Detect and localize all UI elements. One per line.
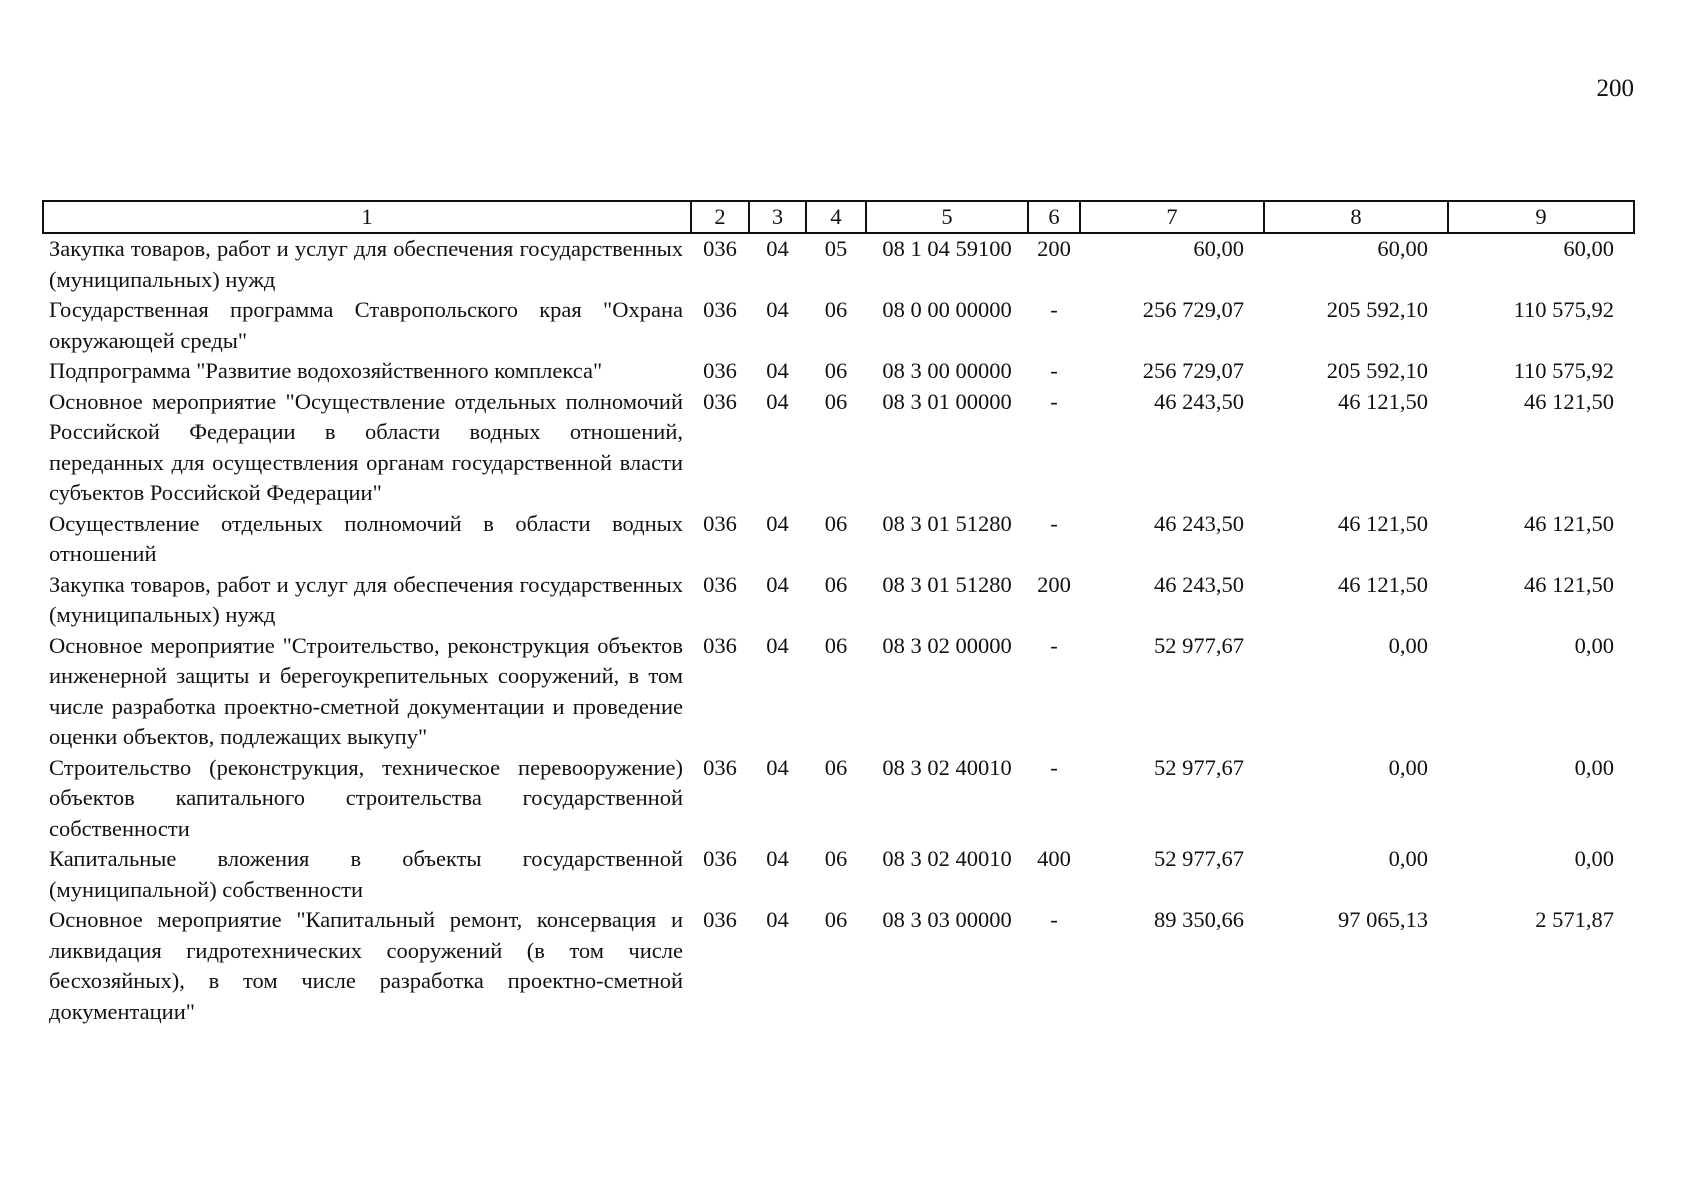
table-row <box>43 570 1634 631</box>
row-amount-col8: 60,00 <box>1377 236 1428 261</box>
row-amount-col8: 205 592,10 <box>1326 358 1428 383</box>
row-target-article: 08 3 02 40010 <box>882 846 1012 871</box>
row-expense-type: 400 <box>1037 846 1071 871</box>
row-target-article: 08 3 01 51280 <box>882 571 1012 597</box>
row-expense-type: - <box>1050 907 1058 932</box>
row-amount-col9: 46 121,50 <box>1524 571 1614 597</box>
header-cell-3: 3 <box>749 201 806 233</box>
row-ministry-code: 036 <box>703 388 737 414</box>
table-row <box>43 233 1634 295</box>
row-amount-col8: 46 121,50 <box>1338 388 1428 414</box>
page-number: 200 <box>1596 75 1634 102</box>
header-cell-8: 8 <box>1264 201 1448 233</box>
row-subsection-code: 06 <box>824 632 848 658</box>
row-amount-col8: 0,00 <box>1388 754 1428 780</box>
row-target-article: 08 3 02 40010 <box>882 754 1012 780</box>
row-section-code: 04 <box>766 754 789 780</box>
row-amount-col8: 0,00 <box>1388 846 1428 871</box>
row-amount-col7: 256 729,07 <box>1142 297 1244 322</box>
row-expense-type: 200 <box>1037 236 1071 261</box>
row-amount-col9: 0,00 <box>1574 846 1614 871</box>
row-name: Государственная программа Ставропольского края "Охрана окружающей среды" <box>49 297 683 353</box>
row-expense-type: - <box>1050 358 1058 383</box>
row-subsection-code: 05 <box>824 236 848 261</box>
row-amount-col7: 46 243,50 <box>1154 571 1244 597</box>
table-row <box>43 509 1634 570</box>
table-body <box>43 233 1634 1027</box>
row-amount-col7: 52 977,67 <box>1154 754 1244 780</box>
row-target-article: 08 1 04 59100 <box>882 236 1012 261</box>
row-subsection-code: 06 <box>824 754 848 780</box>
row-ministry-code: 036 <box>703 236 737 261</box>
table-header <box>43 201 1634 233</box>
table-row <box>43 387 1634 509</box>
row-section-code: 04 <box>766 388 789 414</box>
row-amount-col8: 46 121,50 <box>1338 510 1428 536</box>
row-section-code: 04 <box>766 236 789 261</box>
row-target-article: 08 0 00 00000 <box>882 297 1012 322</box>
row-name: Строительство (реконструкция, техническое перевооружение) объектов капитального строительства государственной собственности <box>49 754 683 841</box>
row-expense-type: 200 <box>1037 571 1071 597</box>
row-subsection-code: 06 <box>824 510 848 536</box>
header-row <box>43 201 1634 233</box>
row-subsection-code: 06 <box>824 297 848 322</box>
row-section-code: 04 <box>766 846 789 871</box>
row-amount-col7: 52 977,67 <box>1154 632 1244 658</box>
row-name: Основное мероприятие "Строительство, реконструкция объектов инженерной защиты и берегоукрепительных сооружений, в том числе разработка проектно-сметной документации и проведение оценки объектов, подлежащих выкупу" <box>49 632 683 749</box>
row-amount-col9: 46 121,50 <box>1524 510 1614 536</box>
table-row <box>43 356 1634 387</box>
row-name: Осуществление отдельных полномочий в области водных отношений <box>49 510 683 566</box>
row-expense-type: - <box>1050 510 1058 536</box>
row-expense-type: - <box>1050 297 1058 322</box>
header-cell-7: 7 <box>1080 201 1264 233</box>
row-target-article: 08 3 01 51280 <box>882 510 1012 536</box>
row-amount-col8: 205 592,10 <box>1326 297 1428 322</box>
row-section-code: 04 <box>766 510 789 536</box>
row-amount-col9: 0,00 <box>1574 754 1614 780</box>
row-ministry-code: 036 <box>703 907 737 932</box>
row-ministry-code: 036 <box>703 754 737 780</box>
row-subsection-code: 06 <box>824 846 848 871</box>
row-ministry-code: 036 <box>703 510 737 536</box>
row-amount-col7: 46 243,50 <box>1154 388 1244 414</box>
header-cell-4: 4 <box>806 201 866 233</box>
row-expense-type: - <box>1050 388 1058 414</box>
row-section-code: 04 <box>766 907 789 932</box>
row-amount-col8: 46 121,50 <box>1338 571 1428 597</box>
row-name: Закупка товаров, работ и услуг для обеспечения государственных (муниципальных) нужд <box>49 236 683 292</box>
row-amount-col7: 256 729,07 <box>1142 358 1244 383</box>
row-section-code: 04 <box>766 571 789 597</box>
row-section-code: 04 <box>766 297 789 322</box>
row-amount-col7: 52 977,67 <box>1154 846 1244 871</box>
header-cell-9: 9 <box>1448 201 1634 233</box>
header-cell-5: 5 <box>866 201 1028 233</box>
table-row <box>43 753 1634 845</box>
row-subsection-code: 06 <box>824 388 848 414</box>
row-amount-col7: 60,00 <box>1193 236 1244 261</box>
row-amount-col9: 110 575,92 <box>1513 297 1614 322</box>
row-amount-col8: 97 065,13 <box>1338 907 1428 932</box>
row-section-code: 04 <box>766 358 789 383</box>
row-expense-type: - <box>1050 754 1058 780</box>
header-cell-1: 1 <box>43 201 691 233</box>
row-section-code: 04 <box>766 632 789 658</box>
table-row <box>43 905 1634 1027</box>
row-ministry-code: 036 <box>703 632 737 658</box>
row-name: Подпрограмма "Развитие водохозяйственного комплекса" <box>49 358 603 383</box>
row-amount-col7: 89 350,66 <box>1154 907 1244 932</box>
budget-table <box>42 200 1635 1027</box>
table-row <box>43 295 1634 356</box>
row-amount-col7: 46 243,50 <box>1154 510 1244 536</box>
row-target-article: 08 3 02 00000 <box>882 632 1012 658</box>
row-target-article: 08 3 01 00000 <box>882 388 1012 414</box>
row-name: Капитальные вложения в объекты государственной (муниципальной) собственности <box>49 846 683 902</box>
table-row <box>43 631 1634 753</box>
row-target-article: 08 3 00 00000 <box>882 358 1012 383</box>
row-subsection-code: 06 <box>824 571 848 597</box>
row-amount-col9: 60,00 <box>1563 236 1614 261</box>
table-row <box>43 844 1634 905</box>
row-ministry-code: 036 <box>703 846 737 871</box>
header-cell-6: 6 <box>1028 201 1080 233</box>
row-ministry-code: 036 <box>703 297 737 322</box>
row-ministry-code: 036 <box>703 358 737 383</box>
row-amount-col9: 110 575,92 <box>1513 358 1614 383</box>
row-name: Закупка товаров, работ и услуг для обеспечения государственных (муниципальных) нужд <box>49 571 683 627</box>
header-cell-2: 2 <box>691 201 749 233</box>
row-name: Основное мероприятие "Осуществление отдельных полномочий Российской Федерации в области водных отношений, переданных для осуществления органам государственной власти субъектов Российской Федерации" <box>49 388 683 505</box>
row-subsection-code: 06 <box>824 358 848 383</box>
row-target-article: 08 3 03 00000 <box>882 907 1012 932</box>
row-expense-type: - <box>1050 632 1058 658</box>
row-ministry-code: 036 <box>703 571 737 597</box>
row-amount-col9: 0,00 <box>1574 632 1614 658</box>
row-amount-col9: 2 571,87 <box>1535 907 1614 932</box>
row-subsection-code: 06 <box>824 907 848 932</box>
row-amount-col9: 46 121,50 <box>1524 388 1614 414</box>
row-amount-col8: 0,00 <box>1388 632 1428 658</box>
row-name: Основное мероприятие "Капитальный ремонт, консервация и ликвидация гидротехнических сооружений (в том числе бесхозяйных), в том числе разработка проектно-сметной документации" <box>49 907 683 1024</box>
